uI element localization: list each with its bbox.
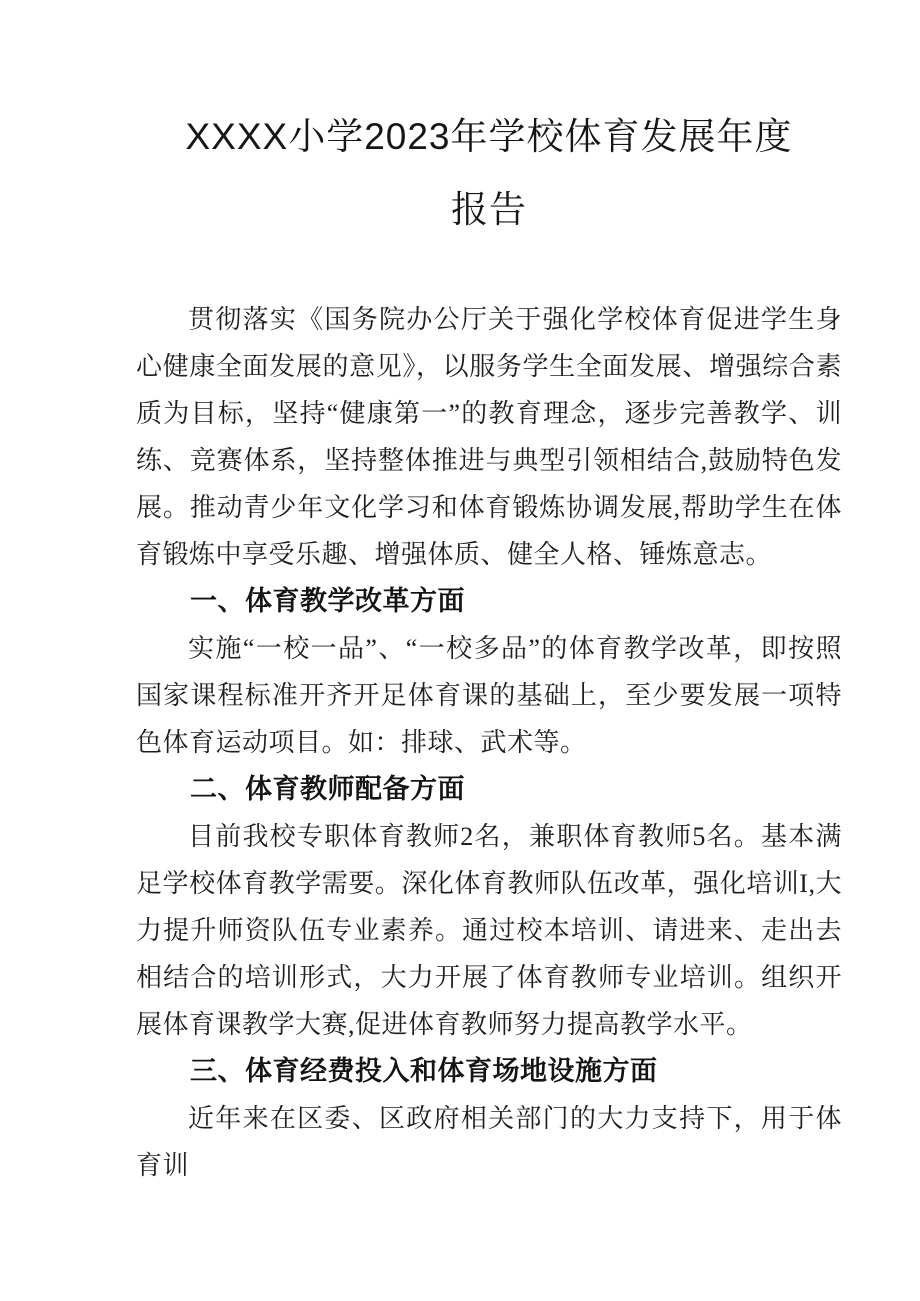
section-1-paragraph: 实施“一校一品”、“一校多品”的体育教学改革，即按照国家课程标准开齐开足体育课的基础上，至少要发展一项特色体育运动项目。如：排球、武术等。	[136, 634, 842, 757]
section-heading-2: 二、体育教师配备方面	[190, 774, 465, 804]
section-2-paragraph: 目前我校专职体育教师2名，兼职体育教师5名。基本满足学校体育教学需要。深化体育教师队伍改革，强化培训I,大力提升师资队伍专业素养。通过校本培训、请进来、走出去相结合的培训形式，大力开展了体育教师专业培训。组织开展体育课教学大赛,促进体育教师努力提高教学水平。	[136, 822, 842, 1039]
section-heading-3: 三、体育经费投入和体育场地设施方面	[190, 1056, 658, 1086]
section-3-paragraph: 近年来在区委、区政府相关部门的大力支持下，用于体育训	[136, 1104, 842, 1180]
intro-paragraph: 贯彻落实《国务院办公厅关于强化学校体育促进学生身心健康全面发展的意见》，以服务学生全面发展、增强综合素质为目标，坚持“健康第一”的教育理念，逐步完善教学、训练、竞赛体系，坚持整体推进与典型引领相结合,鼓励特色发展。推动青少年文化学习和体育锻炼协调发展,帮助学生在体育锻炼中享受乐趣、增强体质、健全人格、锤炼意志。	[136, 305, 842, 569]
document-title	[136, 100, 842, 246]
section-heading-1: 一、体育教学改革方面	[190, 586, 465, 616]
document-title-line-1: XXXX小学2023年学校体育发展年度	[185, 116, 793, 157]
document-title-line-2: 报告	[451, 189, 527, 230]
